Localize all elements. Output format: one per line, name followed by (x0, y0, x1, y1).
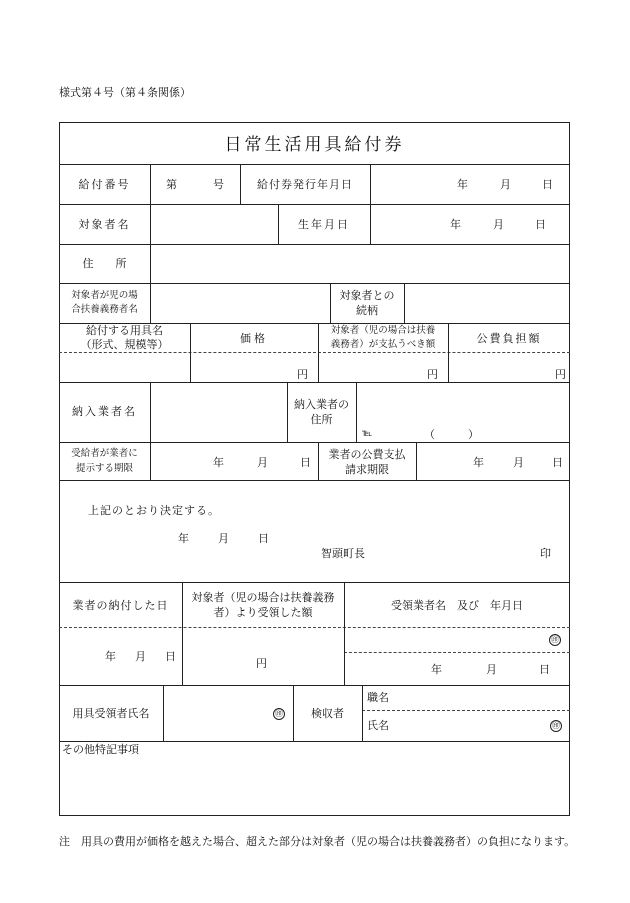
inspector-seal-icon: ㊞ (552, 721, 560, 730)
birth-date-label: 生年月日 (298, 218, 350, 231)
delivered-date-label: 業者の納付した日 (72, 599, 169, 612)
col-line (362, 685, 363, 741)
claim-deadline-label-line1: 業者の公費支払 (328, 448, 406, 461)
receiver-day: 日 (539, 663, 550, 676)
inspector-label: 検収者 (311, 707, 344, 720)
row-line (59, 685, 570, 686)
vendor-address-label-line2: 住所 (310, 413, 333, 426)
delivered-year: 年 (105, 650, 116, 663)
col-line (163, 685, 164, 741)
relationship-label-line1: 対象者との (339, 289, 395, 302)
mayor-seal: 印 (540, 547, 551, 560)
grant-number-label: 給付番号 (78, 178, 131, 191)
row-line (59, 741, 570, 742)
row-line (59, 204, 570, 205)
post-label: 職名 (367, 691, 389, 704)
birth-year: 年 (450, 218, 461, 231)
tel-label: ℡ (362, 428, 373, 439)
delivered-day: 日 (165, 650, 176, 663)
received-amount-label-line2: 者）より受領した額 (213, 606, 313, 619)
present-month: 月 (257, 456, 268, 469)
receiver-name-label: 用具受領者氏名 (72, 707, 150, 720)
decision-year: 年 (178, 532, 189, 545)
form-title: 日常生活用具給付券 (224, 135, 405, 155)
decision-text: 上記のとおり決定する。 (88, 504, 220, 517)
claim-deadline-label-line2: 請求期限 (345, 463, 389, 476)
issue-date-label: 給付券発行年月日 (257, 178, 353, 191)
tel-parens: （ ） (424, 428, 479, 441)
address-label: 住 所 (82, 257, 127, 270)
name-label: 氏名 (367, 719, 389, 732)
row-line (59, 582, 570, 583)
footnote: 注 用具の費用が価格を越えた場合、超えた部分は対象者（児の場合は扶養義務者）の負担になります。 (59, 835, 576, 848)
payable-label-line1: 対象者（児の場合は扶養 (330, 325, 436, 336)
public-burden-yen: 円 (555, 368, 566, 381)
received-yen: 円 (256, 657, 267, 670)
public-burden-label: 公費負担額 (476, 332, 542, 345)
guardian-label-line1: 対象者が児の場 (71, 290, 138, 301)
receiver-year: 年 (431, 663, 442, 676)
row-line (59, 244, 570, 245)
col-line (356, 382, 357, 442)
receiver-seal-icon: ㊞ (551, 635, 559, 644)
form-number: 様式第４号（第４条関係） (59, 86, 191, 99)
vendor-address-label-line1: 納入業者の (294, 398, 349, 411)
claim-day: 日 (552, 456, 563, 469)
col-line (370, 164, 371, 244)
row-dash-line (344, 652, 570, 653)
col-line (190, 323, 191, 382)
claim-month: 月 (513, 456, 524, 469)
col-line (150, 283, 151, 323)
row-line (59, 442, 570, 443)
row-line (59, 164, 570, 165)
row-line (59, 382, 570, 383)
receiver-name-seal-icon: ㊞ (275, 709, 283, 718)
remarks-label: その他特記事項 (62, 743, 139, 756)
received-amount-label-line1: 対象者（児の場合は扶養義務 (191, 591, 335, 604)
present-deadline-label-line2: 提示する期限 (75, 463, 133, 474)
row-line (59, 283, 570, 284)
col-line (416, 442, 417, 480)
col-line (404, 283, 405, 323)
birth-day: 日 (535, 218, 546, 231)
decision-day: 日 (258, 532, 269, 545)
col-line (448, 323, 449, 382)
mayor-label: 智頭町長 (321, 547, 365, 560)
issue-month: 月 (500, 178, 511, 191)
claim-year: 年 (473, 456, 484, 469)
col-line (344, 582, 345, 685)
col-line (330, 283, 331, 323)
vendor-name-label: 納入業者名 (72, 405, 137, 418)
relationship-label-line2: 続柄 (356, 304, 378, 317)
row-line (59, 480, 570, 481)
col-line (287, 382, 288, 442)
receiver-date-label: 受領業者名 及び 年月日 (391, 599, 523, 612)
payable-yen: 円 (427, 368, 438, 381)
present-year: 年 (213, 456, 224, 469)
issue-day: 日 (542, 178, 553, 191)
row-dash-line (59, 352, 570, 353)
payable-label-line2: 義務者）が支払うべき額 (330, 339, 436, 350)
birth-month: 月 (493, 218, 504, 231)
subject-name-label: 対象者名 (78, 218, 131, 231)
issue-year: 年 (457, 178, 468, 191)
col-line (150, 164, 151, 283)
price-label: 価格 (240, 332, 268, 345)
row-dash-line (59, 627, 570, 628)
item-label-line1: 給付する用具名 (86, 324, 163, 337)
present-deadline-label-line1: 受給者が業者に (71, 448, 138, 459)
col-line (150, 382, 151, 480)
item-label-line2: （形式、規模等） (80, 338, 169, 351)
guardian-label-line2: 合扶養義務者名 (71, 304, 138, 315)
price-yen: 円 (297, 368, 308, 381)
receiver-month: 月 (486, 663, 497, 676)
row-dash-line (362, 710, 570, 711)
delivered-month: 月 (135, 650, 146, 663)
present-day: 日 (300, 456, 311, 469)
decision-month: 月 (218, 532, 229, 545)
dai-label: 第 (166, 178, 177, 191)
go-label: 号 (213, 178, 224, 191)
